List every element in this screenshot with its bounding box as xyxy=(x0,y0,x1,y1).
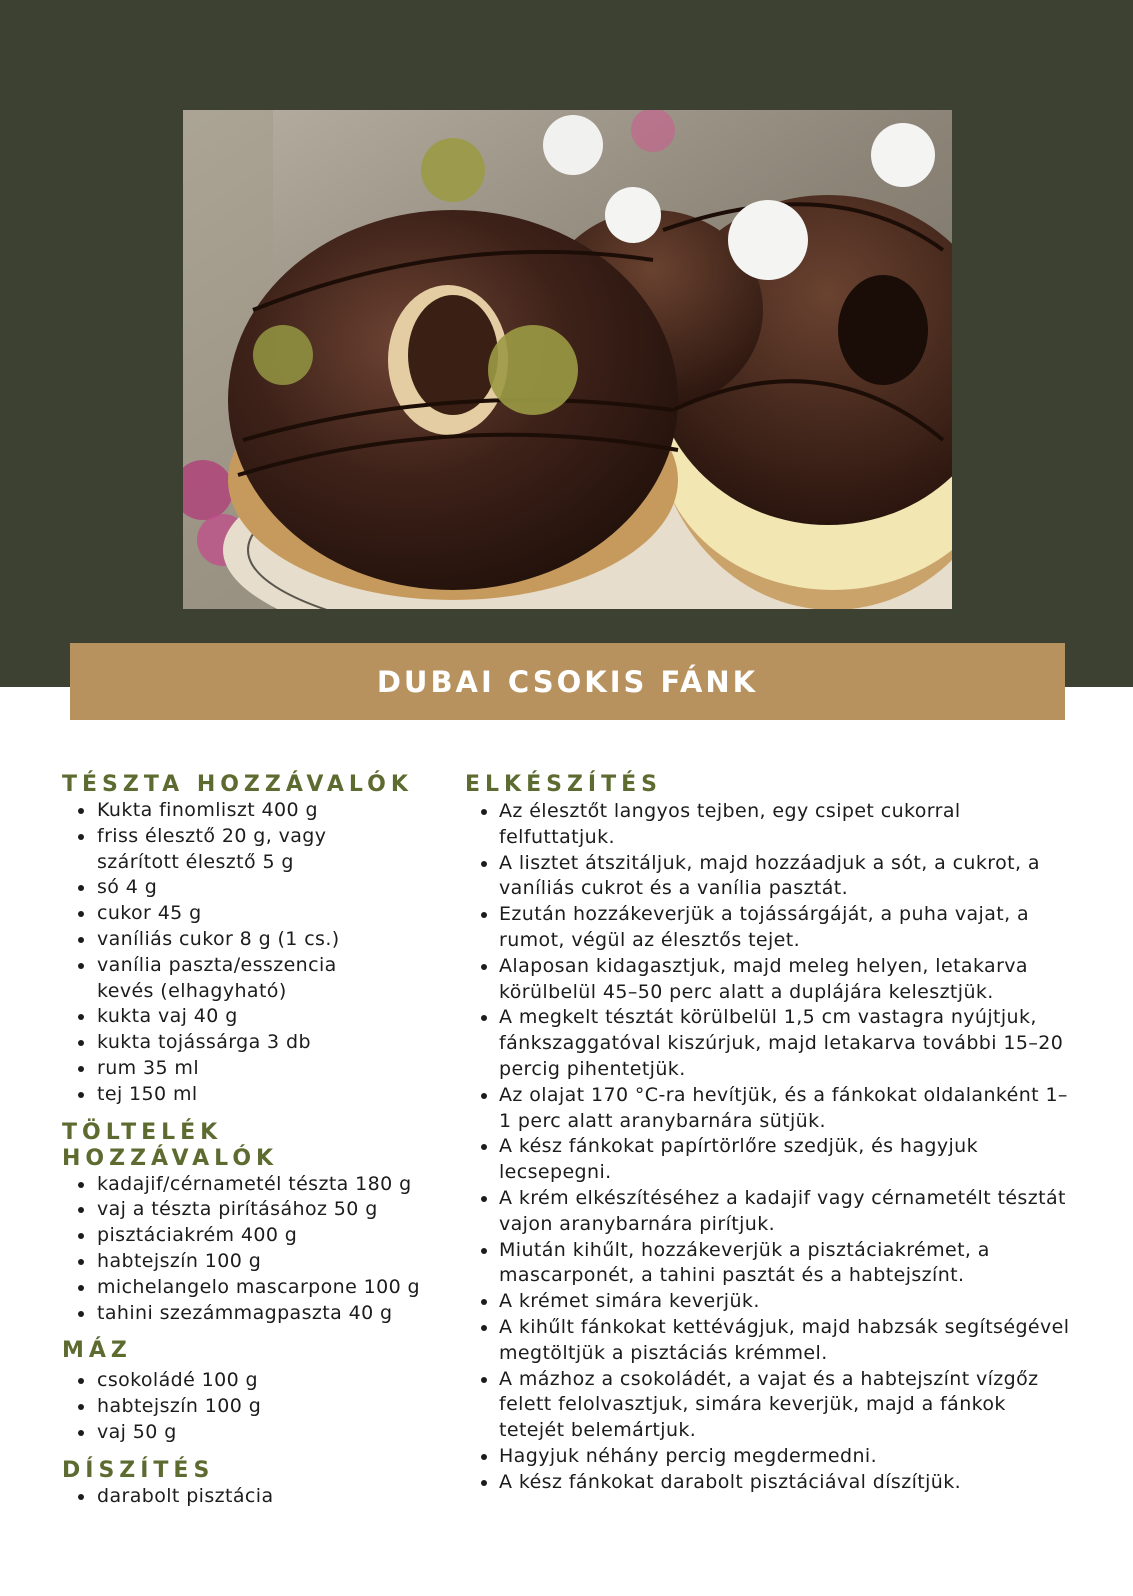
list-item: kukta tojássárga 3 db xyxy=(62,1030,462,1056)
list-item: vaj 50 g xyxy=(62,1420,462,1446)
step-item: A krém elkészítéséhez a kadajif vagy cérnametélt tésztát vajon aranybarnára pirítjuk. xyxy=(465,1186,1075,1238)
step-item: Hagyjuk néhány percig megdermedni. xyxy=(465,1444,1075,1470)
ingredient-list-filling xyxy=(62,1172,462,1327)
list-item: tahini szezámmagpaszta 40 g xyxy=(62,1301,462,1327)
list-item: rum 35 ml xyxy=(62,1056,462,1082)
list-item: kukta vaj 40 g xyxy=(62,1004,462,1030)
list-item: tej 150 ml xyxy=(62,1082,462,1108)
step-item: Az olajat 170 °C-ra hevítjük, és a fánkokat oldalanként 1–1 perc alatt aranybarnára sütjük. xyxy=(465,1083,1075,1135)
step-item: A kész fánkokat darabolt pisztáciával díszítjük. xyxy=(465,1470,1075,1496)
recipe-title: DUBAI CSOKIS FÁNK xyxy=(376,664,759,699)
list-item: kadajif/cérnametél tészta 180 g xyxy=(62,1172,462,1198)
step-item: A megkelt tésztát körülbelül 1,5 cm vastagra nyújtjuk, fánkszaggatóval kiszúrjuk, majd letakarva további 15–20 percig pihentetjük. xyxy=(465,1005,1075,1082)
step-item: A mázhoz a csokoládét, a vajat és a habtejszínt vízgőz felett felolvasztjuk, simára keverjük, majd a fánkok tetejét belemártjuk. xyxy=(465,1367,1075,1444)
list-item: michelangelo mascarpone 100 g xyxy=(62,1275,462,1301)
step-item: Az élesztőt langyos tejben, egy csipet cukorral felfuttatjuk. xyxy=(465,799,1075,851)
chocolate-donut-photo xyxy=(183,110,952,609)
list-item: vaj a tészta pirításához 50 g xyxy=(62,1197,462,1223)
list-item: só 4 g xyxy=(62,875,462,901)
list-item: darabolt pisztácia xyxy=(62,1484,462,1510)
list-item: Kukta finomliszt 400 g xyxy=(62,798,462,824)
preparation-steps xyxy=(465,799,1075,1496)
donut-photo-illustration xyxy=(183,110,952,609)
step-item: A kihűlt fánkokat kettévágjuk, majd habzsák segítségével megtöltjük a pisztáciás krémmel. xyxy=(465,1315,1075,1367)
step-item: Miután kihűlt, hozzákeverjük a pisztáciakrémet, a mascarponét, a tahini pasztát és a habtejszínt. xyxy=(465,1238,1075,1290)
list-item: vaníliás cukor 8 g (1 cs.) xyxy=(62,927,462,953)
section-title-glaze: MÁZ xyxy=(62,1338,132,1364)
step-item: A kész fánkokat papírtörlőre szedjük, és hagyjuk lecsepegni. xyxy=(465,1134,1075,1186)
list-item: vanília paszta/esszencia kevés (elhagyható) xyxy=(62,953,397,1005)
ingredient-list-glaze xyxy=(62,1368,462,1445)
step-item: A lisztet átszitáljuk, majd hozzáadjuk a sót, a cukrot, a vaníliás cukrot és a vanília pasztát. xyxy=(465,851,1075,903)
list-item: csokoládé 100 g xyxy=(62,1368,462,1394)
preparation-column xyxy=(465,772,1075,1496)
section-title-decoration: DÍSZÍTÉS xyxy=(62,1457,215,1483)
list-item: habtejszín 100 g xyxy=(62,1249,462,1275)
ingredient-list-dough xyxy=(62,798,462,1108)
section-title-filling: TÖLTELÉK HOZZÁVALÓK xyxy=(62,1119,279,1171)
list-item: habtejszín 100 g xyxy=(62,1394,462,1420)
section-title-preparation: ELKÉSZÍTÉS xyxy=(465,772,662,797)
ingredients-column xyxy=(62,772,462,1510)
list-item: friss élesztő 20 g, vagy szárított élesztő 5 g xyxy=(62,824,387,876)
ingredient-list-decoration xyxy=(62,1484,462,1510)
step-item: Ezután hozzákeverjük a tojássárgáját, a puha vajat, a rumot, végül az élesztős tejet. xyxy=(465,902,1075,954)
title-banner xyxy=(70,643,1065,720)
step-item: Alaposan kidagasztjuk, majd meleg helyen, letakarva körülbelül 45–50 perc alatt a duplájára kelesztjük. xyxy=(465,954,1075,1006)
list-item: cukor 45 g xyxy=(62,901,462,927)
section-title-dough: TÉSZTA HOZZÁVALÓK xyxy=(62,772,413,797)
list-item: pisztáciakrém 400 g xyxy=(62,1223,462,1249)
step-item: A krémet simára keverjük. xyxy=(465,1289,1075,1315)
